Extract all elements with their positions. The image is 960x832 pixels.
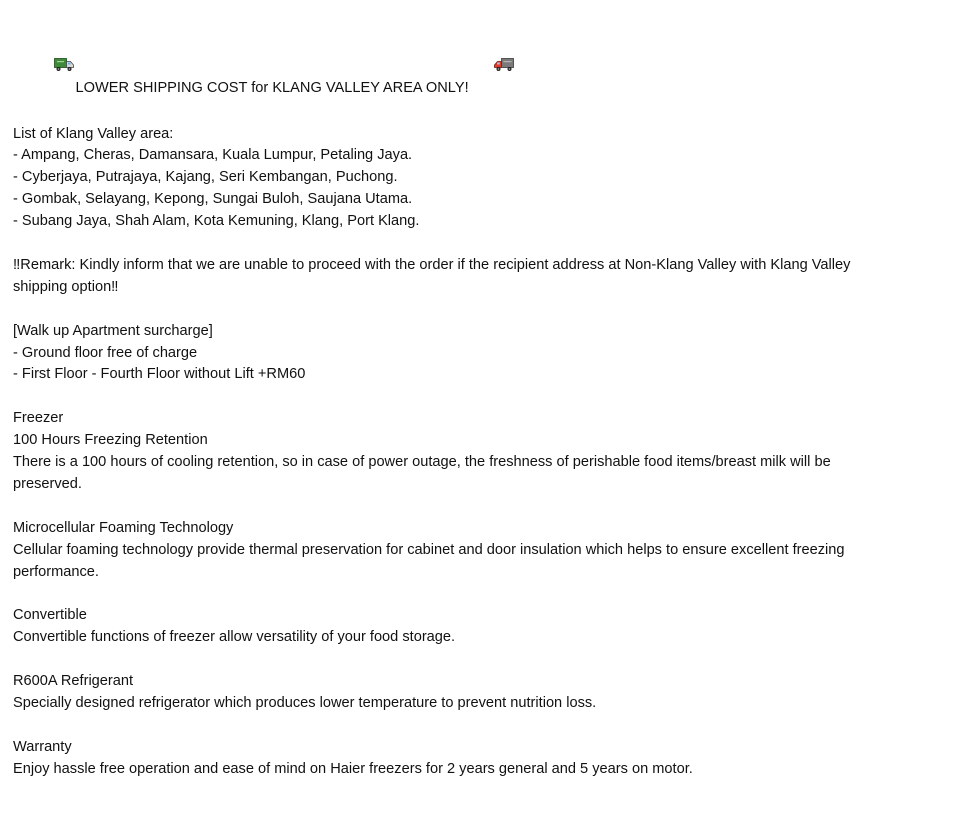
warranty-title: Warranty	[13, 738, 72, 755]
retention-title: 100 Hours Freezing Retention	[13, 432, 208, 449]
area-list-heading: List of Klang Valley area:	[13, 125, 174, 142]
area-list-item: - Ampang, Cheras, Damansara, Kuala Lumpur, Petaling Jaya.	[13, 147, 413, 164]
surcharge-item: - First Floor - Fourth Floor without Lift +RM60	[13, 366, 306, 383]
spacer	[13, 649, 933, 671]
area-list-item: - Subang Jaya, Shah Alam, Kota Kemuning, Klang, Port Klang.	[13, 213, 420, 230]
freezer-title: Freezer	[13, 410, 64, 427]
area-list-item: - Cyberjaya, Putrajaya, Kajang, Seri Kembangan, Puchong.	[13, 169, 398, 186]
spacer	[13, 233, 933, 255]
spacer	[13, 584, 933, 606]
foaming-title: Microcellular Foaming Technology	[13, 519, 234, 536]
remark-text-continued: shipping option‼	[13, 278, 119, 295]
retention-text: There is a 100 hours of cooling retention, so in case of power outage, the freshness of perishable food items/breast milk will be	[13, 454, 831, 471]
truck-icon	[470, 35, 514, 102]
spacer	[13, 299, 933, 321]
retention-text-continued: preserved.	[13, 475, 82, 492]
refrigerant-text: Specially designed refrigerator which produces lower temperature to prevent nutrition loss.	[13, 695, 597, 711]
warranty-text: Enjoy hassle free operation and ease of mind on Haier freezers for 2 years general and 5 years on motor.	[13, 760, 693, 777]
convertible-text: Convertible functions of freezer allow versatility of your food storage.	[13, 629, 456, 646]
refrigerant-title: R600A Refrigerant	[13, 673, 134, 690]
foaming-text-continued: performance.	[13, 563, 99, 580]
spacer	[13, 496, 933, 518]
surcharge-item: - Ground floor free of charge	[13, 344, 198, 361]
product-description	[13, 13, 933, 781]
truck-icon	[29, 35, 73, 102]
area-list-item: - Gombak, Selayang, Kepong, Sungai Buloh, Saujana Utama.	[13, 191, 413, 208]
convertible-title: Convertible	[13, 607, 87, 624]
foaming-text: Cellular foaming technology provide thermal preservation for cabinet and door insulation which helps to ensure excellent freezing	[13, 541, 845, 558]
spacer	[13, 715, 933, 737]
remark-text: ‼Remark: Kindly inform that we are unable to proceed with the order if the recipient address at Non-Klang Valley with Klang Valley	[13, 256, 851, 273]
shipping-headline-text: LOWER SHIPPING COST for KLANG VALLEY AREA ONLY!	[75, 79, 469, 96]
surcharge-heading: [Walk up Apartment surcharge]	[13, 322, 213, 339]
shipping-headline	[13, 13, 933, 124]
spacer	[13, 386, 933, 408]
